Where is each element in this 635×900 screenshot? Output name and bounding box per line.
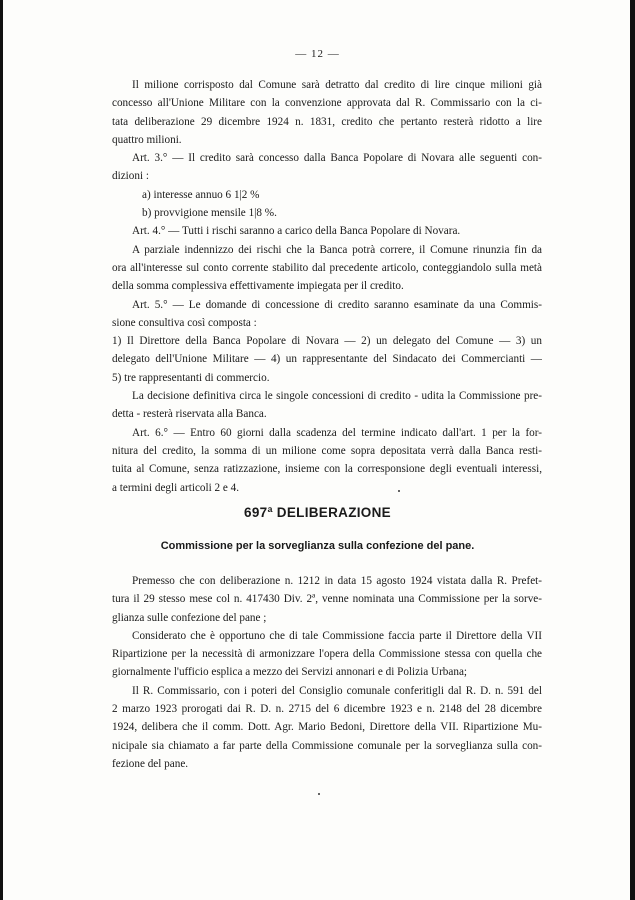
text-line: giornalmente l'ufficio esplica a mezzo dei Servizi annonari e di Polizia Urbana; — [112, 666, 468, 679]
text-line: nitura del credito, la somma di un milione come sopra depositata verrà dalla Banca resti- — [112, 444, 542, 457]
text-line: ora all'interesse sul conto corrente stabilito dal precedente articolo, conteggiandolo sulla metà — [112, 261, 542, 274]
article-6-line: Art. 6.° — Entro 60 giorni dalla scadenza del termine indicato dall'art. 1 per la for- — [132, 426, 542, 439]
article-3-line: Art. 3.° — Il credito sarà concesso dalla Banca Popolare di Novara alle seguenti con- — [132, 152, 542, 165]
text-line: Considerato che è opportuno che di tale Commissione faccia parte il Direttore della VII — [132, 629, 542, 642]
text-line: Il R. Commissario, con i poteri del Consiglio comunale conferitigli dal R. D. n. 591 del — [132, 684, 542, 697]
text-line: 1) Il Direttore della Banca Popolare di Novara — 2) un delegato del Comune — 3) un — [112, 335, 542, 348]
text-line: sione consultiva così composta : — [112, 316, 257, 329]
text-line: quattro milioni. — [112, 133, 182, 146]
deliberation-title: 697ª DELIBERAZIONE — [244, 505, 391, 520]
text-line: 5) tre rappresentanti di commercio. — [112, 371, 270, 384]
scan-speck — [318, 793, 320, 795]
text-line: a termini degli articoli 2 e 4. — [112, 481, 240, 494]
text-line: A parziale indennizzo dei rischi che la Banca potrà correre, il Comune rinunzia fin da — [132, 243, 542, 256]
text-line: Ripartizione per la necessità di armonizzare l'opera della Commissione stessa con quella che — [112, 648, 542, 661]
scan-edge-left — [0, 0, 3, 900]
text-line: tuita al Comune, senza ratizzazione, insieme con la corresponsione degli eventuali interessi, — [112, 463, 542, 476]
text-line: della somma complessiva effettivamente impiegata per il credito. — [112, 280, 404, 293]
text-line: delegato dell'Unione Militare — 4) un rappresentante del Sindacato dei Commercianti — — [112, 353, 542, 366]
text-line: detta - resterà riservata alla Banca. — [112, 408, 267, 421]
text-line: tura il 29 stesso mese col n. 417430 Div. 2ª, venne nominata una Commissione per la sorve- — [112, 593, 542, 606]
text-line: fezione del pane. — [112, 757, 189, 770]
text-line: 2 marzo 1923 prorogati dai R. D. n. 2715 del 6 dicembre 1923 e n. 2148 del 28 dicembre — [112, 703, 542, 716]
section-convention-text — [112, 76, 542, 497]
scan-speck — [398, 490, 400, 492]
article-4-line: Art. 4.° — Tutti i rischi saranno a carico della Banca Popolare di Novara. — [132, 225, 461, 238]
text-line: 1924, delibera che il comm. Dott. Agr. Mario Bedoni, Direttore della VII. Ripartizione Mu- — [112, 721, 542, 734]
text-line: tata deliberazione 29 dicembre 1924 n. 1831, credito che pertanto resterà ridotto a lire — [112, 115, 542, 128]
condition-b: b) provvigione mensile 1|8 %. — [142, 207, 277, 220]
text-line: concesso all'Unione Militare con la convenzione approvata dal R. Commissario con la ci- — [112, 97, 542, 110]
condition-a: a) interesse annuo 6 1|2 % — [142, 188, 260, 201]
article-5-line: Art. 5.° — Le domande di concessione di credito saranno esaminate da una Commis- — [132, 298, 542, 311]
text-line: Il milione corrisposto dal Comune sarà detratto dal credito di lire cinque milioni già — [132, 79, 542, 91]
page-number: — 12 — — [295, 48, 340, 60]
scan-edge-right — [630, 0, 635, 900]
deliberation-subtitle: Commissione per la sorveglianza sulla confezione del pane. — [160, 540, 475, 552]
text-line: nicipale sia chiamato a far parte della Commissione comunale per la sorveglianza sulla con- — [112, 739, 542, 752]
text-line: La decisione definitiva circa le singole concessioni di credito - udita la Commissione pre- — [132, 390, 542, 403]
text-line: glianza sulle confezione del pane ; — [112, 611, 267, 624]
text-line: Premesso che con deliberazione n. 1212 in data 15 agosto 1924 vistata dalla R. Prefet- — [132, 575, 542, 587]
text-line: dizioni : — [112, 170, 149, 183]
section-deliberation-text — [112, 572, 542, 773]
